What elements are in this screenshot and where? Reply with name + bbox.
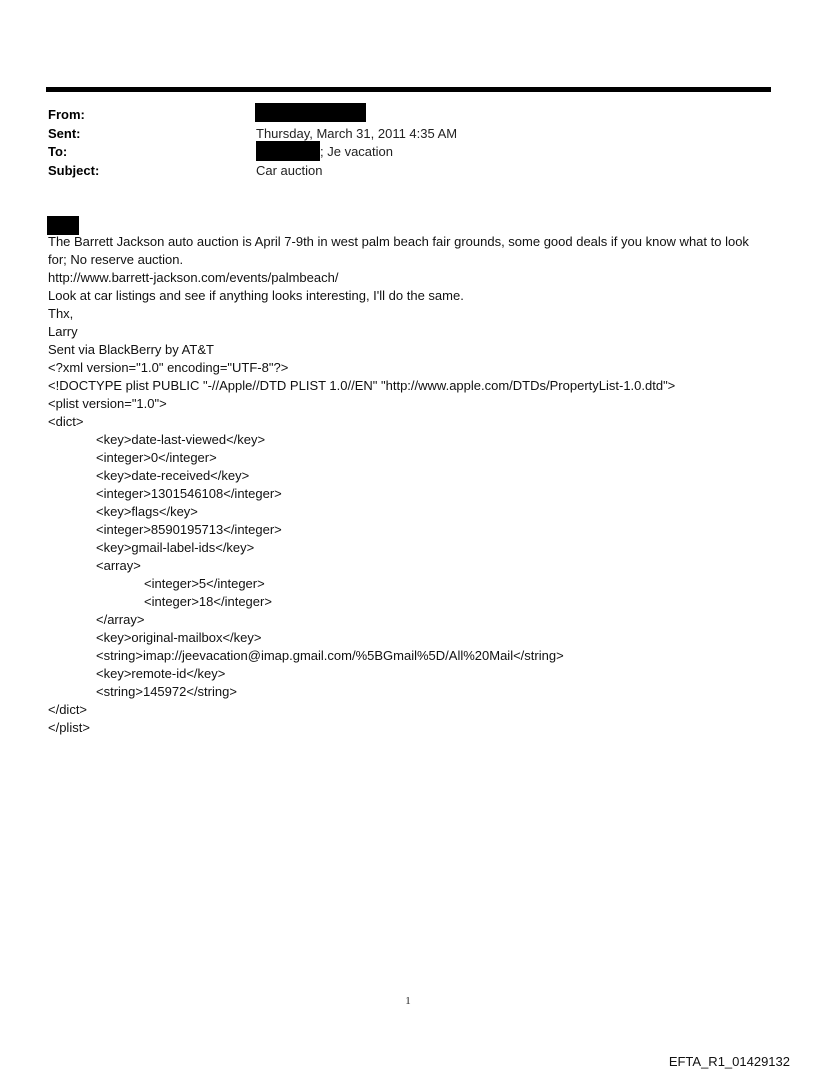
header-rule — [46, 87, 771, 92]
xml-entry: <key>gmail-label-ids</key> — [96, 540, 255, 555]
xml-entry: </array> — [96, 612, 145, 627]
from-label: From: — [48, 107, 85, 122]
sent-row — [48, 125, 768, 144]
xml-entry: <key>date-received</key> — [96, 468, 250, 483]
xml-entry: <array> — [96, 558, 141, 573]
xml-declaration: <?xml version="1.0" encoding="UTF-8"?> — [48, 360, 289, 375]
email-header — [48, 106, 768, 180]
sent-label: Sent: — [48, 125, 81, 141]
document-id: EFTA_R1_01429132 — [668, 1054, 790, 1069]
to-label: To: — [48, 144, 68, 159]
xml-entry: <integer>8590195713</integer> — [96, 522, 282, 537]
xml-plist-close: </plist> — [48, 720, 90, 735]
xml-entry: <key>remote-id</key> — [96, 666, 226, 681]
body-line: Thx, — [48, 306, 74, 321]
xml-entry: <integer>1301546108</integer> — [96, 486, 282, 501]
xml-entry: <key>date-last-viewed</key> — [96, 432, 266, 447]
sent-value: Thursday, March 31, 2011 4:35 AM — [256, 125, 458, 141]
xml-entry: <integer>0</integer> — [96, 450, 217, 465]
xml-entry: <key>original-mailbox</key> — [96, 630, 262, 645]
xml-dict-open: <dict> — [48, 414, 84, 429]
body-line: Sent via BlackBerry by AT&T — [48, 342, 214, 357]
xml-plist-open: <plist version="1.0"> — [48, 396, 167, 411]
from-row — [48, 106, 768, 125]
body-link: http://www.barrett-jackson.com/events/palmbeach/ — [48, 270, 339, 285]
subject-row — [48, 162, 768, 181]
body-paragraph: The Barrett Jackson auto auction is April 7-9th in west palm beach fair grounds, some good deals if you know what to look for; No reserve auction. — [48, 234, 749, 267]
to-value-suffix: ; Je vacation — [320, 144, 393, 159]
subject-value: Car auction — [256, 162, 323, 178]
xml-array-item: <integer>18</integer> — [144, 594, 272, 609]
xml-array-item: <integer>5</integer> — [144, 576, 265, 591]
email-body — [48, 233, 768, 737]
xml-entry: <key>flags</key> — [96, 504, 198, 519]
xml-doctype: <!DOCTYPE plist PUBLIC "-//Apple//DTD PLIST 1.0//EN" "http://www.apple.com/DTDs/PropertyList-1.0.dtd"> — [48, 378, 676, 393]
xml-entry: <string>imap://jeevacation@imap.gmail.com/%5BGmail%5D/All%20Mail</string> — [96, 648, 564, 663]
xml-dict-close: </dict> — [48, 702, 88, 717]
to-value — [256, 143, 393, 162]
redaction-block — [255, 103, 366, 122]
page-number: 1 — [405, 995, 411, 1007]
body-line: Look at car listings and see if anything looks interesting, I'll do the same. — [48, 288, 464, 303]
xml-entry: <string>145972</string> — [96, 684, 237, 699]
subject-label: Subject: — [48, 162, 100, 178]
redaction-block — [256, 141, 320, 161]
to-row — [48, 143, 768, 162]
body-line: Larry — [48, 324, 78, 339]
